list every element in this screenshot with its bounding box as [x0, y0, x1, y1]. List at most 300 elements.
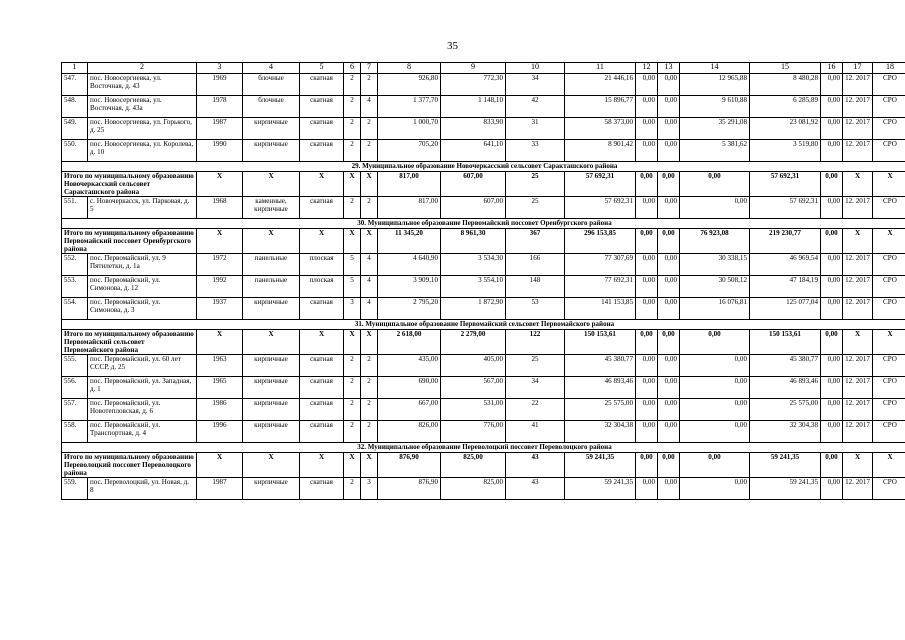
address-cell: пос. Первомайский, ул. Симонова, д. 12 — [88, 276, 197, 298]
cell-c11: 21 446,16 — [565, 74, 636, 96]
cell-walls: блочные — [243, 96, 300, 118]
cell-c6: X — [344, 453, 361, 478]
cell-c12: 0,00 — [636, 118, 658, 140]
cell-c8: 1 000,70 — [378, 118, 441, 140]
cell-walls: кирпичные — [243, 298, 300, 320]
cell-year: 1972 — [197, 254, 243, 276]
cell-c6: 2 — [344, 377, 361, 399]
column-number: 6 — [344, 63, 361, 74]
cell-walls: X — [243, 453, 300, 478]
cell-c13: 0,00 — [658, 377, 680, 399]
cell-c10: 41 — [506, 421, 565, 443]
table-row — [62, 276, 905, 298]
cell-c15: 32 304,38 — [750, 421, 821, 443]
cell-c14: 5 381,62 — [680, 140, 750, 162]
cell-c16: 0,00 — [821, 399, 843, 421]
cell-c8: 4 640,90 — [378, 254, 441, 276]
cell-c17: 12. 2017 — [843, 377, 873, 399]
cell-c11: 58 373,00 — [565, 118, 636, 140]
cell-c10: 22 — [506, 399, 565, 421]
cell-c15: 150 153,61 — [750, 330, 821, 355]
cell-c18: СРО — [873, 276, 905, 298]
cell-c10: 25 — [506, 197, 565, 219]
cell-c14: 0,00 — [680, 330, 750, 355]
cell-c16: 0,00 — [821, 118, 843, 140]
row-number: 547. — [62, 74, 88, 96]
total-row — [62, 229, 905, 254]
table-row — [62, 118, 905, 140]
cell-c15: 47 184,19 — [750, 276, 821, 298]
cell-year: 1968 — [197, 197, 243, 219]
cell-c10: 42 — [506, 96, 565, 118]
section-title: 29. Муниципальное образование Новочеркасский сельсовет Саракташского района — [62, 162, 905, 172]
cell-c11: 141 153,85 — [565, 298, 636, 320]
cell-c14: 12 965,88 — [680, 74, 750, 96]
cell-c16: 0,00 — [821, 229, 843, 254]
row-number: 556. — [62, 377, 88, 399]
cell-c18: СРО — [873, 399, 905, 421]
cell-c7: 3 — [361, 478, 378, 500]
cell-c13: 0,00 — [658, 197, 680, 219]
cell-c14: 30 338,15 — [680, 254, 750, 276]
cell-c10: 122 — [506, 330, 565, 355]
section-title: 30. Муниципальное образование Первомайский поссовет Оренбургского района — [62, 219, 905, 229]
column-number: 15 — [750, 63, 821, 74]
cell-c9: 405,00 — [441, 355, 506, 377]
cell-c7: X — [361, 229, 378, 254]
cell-c11: 59 241,35 — [565, 478, 636, 500]
cell-c15: 3 519,80 — [750, 140, 821, 162]
address-cell: пос. Первомайский, ул. 60 лет СССР, д. 25 — [88, 355, 197, 377]
cell-roof: скатная — [300, 421, 344, 443]
cell-c7: 4 — [361, 254, 378, 276]
cell-c16: 0,00 — [821, 276, 843, 298]
cell-c14: 9 610,88 — [680, 96, 750, 118]
cell-c9: 3 534,30 — [441, 254, 506, 276]
cell-c18: СРО — [873, 140, 905, 162]
column-number: 13 — [658, 63, 680, 74]
cell-c6: X — [344, 229, 361, 254]
address-cell: пос. Новосергиевка, ул. Горького, д. 25 — [88, 118, 197, 140]
cell-year: 1937 — [197, 298, 243, 320]
cell-c6: 2 — [344, 421, 361, 443]
cell-c6: 2 — [344, 118, 361, 140]
cell-c7: 2 — [361, 421, 378, 443]
cell-c7: 4 — [361, 298, 378, 320]
cell-c6: 2 — [344, 96, 361, 118]
cell-year: 1990 — [197, 140, 243, 162]
cell-c12: 0,00 — [636, 254, 658, 276]
cell-c15: 23 081,92 — [750, 118, 821, 140]
cell-c11: 59 241,35 — [565, 453, 636, 478]
column-number: 5 — [300, 63, 344, 74]
cell-c13: 0,00 — [658, 172, 680, 197]
address-cell: пос. Новосергиевка, ул. Восточная, д. 43 — [88, 74, 197, 96]
cell-c9: 2 279,00 — [441, 330, 506, 355]
cell-roof: скатная — [300, 478, 344, 500]
total-label: Итого по муниципальному образованию Первомайский поссовет Оренбургского района — [62, 229, 197, 254]
table-row — [62, 254, 905, 276]
cell-c15: 59 241,35 — [750, 478, 821, 500]
cell-c7: X — [361, 172, 378, 197]
cell-c15: 125 077,04 — [750, 298, 821, 320]
cell-c18: СРО — [873, 254, 905, 276]
cell-c17: X — [843, 330, 873, 355]
cell-walls: блочные — [243, 74, 300, 96]
cell-year: X — [197, 172, 243, 197]
cell-c11: 15 896,77 — [565, 96, 636, 118]
cell-walls: кирпичные — [243, 355, 300, 377]
total-label: Итого по муниципальному образованию Новочеркасский сельсовет Саракташского района — [62, 172, 197, 197]
cell-c17: 12. 2017 — [843, 298, 873, 320]
cell-walls: панельные — [243, 276, 300, 298]
cell-c8: 667,00 — [378, 399, 441, 421]
row-number: 549. — [62, 118, 88, 140]
total-label: Итого по муниципальному образованию Переволоцкий поссовет Переволоцкого района — [62, 453, 197, 478]
address-cell: пос. Первомайский, ул. Западная, д. 1 — [88, 377, 197, 399]
cell-c17: X — [843, 453, 873, 478]
column-number: 1 — [62, 63, 88, 74]
address-cell: пос. Первомайский, ул. Новотепловская, д. 6 — [88, 399, 197, 421]
cell-year: 1987 — [197, 118, 243, 140]
cell-c17: 12. 2017 — [843, 254, 873, 276]
table-row — [62, 96, 905, 118]
column-number: 3 — [197, 63, 243, 74]
row-number: 557. — [62, 399, 88, 421]
cell-c9: 825,00 — [441, 453, 506, 478]
cell-c8: 876,90 — [378, 453, 441, 478]
cell-c11: 150 153,61 — [565, 330, 636, 355]
column-number: 10 — [506, 63, 565, 74]
column-number: 18 — [873, 63, 905, 74]
cell-walls: панельные — [243, 254, 300, 276]
cell-c8: 2 795,20 — [378, 298, 441, 320]
cell-c16: 0,00 — [821, 355, 843, 377]
section-header-row — [62, 443, 905, 453]
cell-c11: 46 893,46 — [565, 377, 636, 399]
cell-c16: 0,00 — [821, 140, 843, 162]
cell-c7: 2 — [361, 355, 378, 377]
cell-c18: СРО — [873, 118, 905, 140]
cell-c9: 3 554,10 — [441, 276, 506, 298]
cell-c7: 2 — [361, 377, 378, 399]
cell-c15: 57 692,31 — [750, 197, 821, 219]
cell-c13: 0,00 — [658, 254, 680, 276]
cell-c14: 0,00 — [680, 172, 750, 197]
cell-c18: X — [873, 229, 905, 254]
cell-c16: 0,00 — [821, 330, 843, 355]
cell-c10: 33 — [506, 140, 565, 162]
cell-roof: скатная — [300, 298, 344, 320]
cell-c14: 0,00 — [680, 355, 750, 377]
cell-c9: 772,30 — [441, 74, 506, 96]
cell-c17: 12. 2017 — [843, 74, 873, 96]
cell-c10: 367 — [506, 229, 565, 254]
cell-year: 1969 — [197, 74, 243, 96]
cell-year: 1996 — [197, 421, 243, 443]
cell-c8: 876,90 — [378, 478, 441, 500]
cell-c11: 77 307,69 — [565, 254, 636, 276]
column-number: 16 — [821, 63, 843, 74]
cell-c10: 148 — [506, 276, 565, 298]
cell-roof: скатная — [300, 197, 344, 219]
cell-c16: 0,00 — [821, 172, 843, 197]
cell-c6: X — [344, 172, 361, 197]
cell-c9: 8 961,30 — [441, 229, 506, 254]
housing-registry-table — [61, 62, 905, 500]
cell-roof: X — [300, 172, 344, 197]
cell-c7: X — [361, 330, 378, 355]
address-cell: пос. Новосергиевка, ул. Восточная, д. 43а — [88, 96, 197, 118]
total-row — [62, 330, 905, 355]
cell-year: 1987 — [197, 478, 243, 500]
cell-c11: 25 575,00 — [565, 399, 636, 421]
column-number: 17 — [843, 63, 873, 74]
cell-year: X — [197, 453, 243, 478]
cell-c10: 43 — [506, 453, 565, 478]
cell-c15: 59 241,35 — [750, 453, 821, 478]
cell-walls: X — [243, 330, 300, 355]
cell-walls: каменные, кирпичные — [243, 197, 300, 219]
page-number: 35 — [447, 40, 458, 52]
row-number: 551. — [62, 197, 88, 219]
cell-c8: 926,80 — [378, 74, 441, 96]
cell-c14: 0,00 — [680, 399, 750, 421]
cell-c6: 3 — [344, 298, 361, 320]
address-cell: пос. Переволоцкий, ул. Новая, д. 8 — [88, 478, 197, 500]
cell-c18: X — [873, 172, 905, 197]
cell-c12: 0,00 — [636, 421, 658, 443]
cell-c9: 607,00 — [441, 172, 506, 197]
cell-c11: 32 304,38 — [565, 421, 636, 443]
cell-c17: 12. 2017 — [843, 140, 873, 162]
total-label: Итого по муниципальному образованию Первомайский сельсовет Первомайского района — [62, 330, 197, 355]
row-number: 554. — [62, 298, 88, 320]
address-cell: пос. Первомайский, ул. 9 Пятилетки, д. 1а — [88, 254, 197, 276]
cell-roof: скатная — [300, 96, 344, 118]
cell-c9: 1 872,90 — [441, 298, 506, 320]
row-number: 553. — [62, 276, 88, 298]
column-number: 7 — [361, 63, 378, 74]
cell-c12: 0,00 — [636, 453, 658, 478]
cell-c17: 12. 2017 — [843, 421, 873, 443]
cell-walls: X — [243, 172, 300, 197]
cell-c12: 0,00 — [636, 172, 658, 197]
cell-c8: 817,00 — [378, 172, 441, 197]
cell-c17: X — [843, 172, 873, 197]
cell-walls: X — [243, 229, 300, 254]
table-row — [62, 74, 905, 96]
cell-year: X — [197, 330, 243, 355]
cell-c9: 1 148,10 — [441, 96, 506, 118]
cell-c6: 2 — [344, 355, 361, 377]
cell-c12: 0,00 — [636, 96, 658, 118]
cell-c10: 34 — [506, 377, 565, 399]
cell-c17: 12. 2017 — [843, 197, 873, 219]
cell-year: X — [197, 229, 243, 254]
cell-c11: 57 692,31 — [565, 172, 636, 197]
table-row — [62, 478, 905, 500]
row-number: 548. — [62, 96, 88, 118]
cell-roof: скатная — [300, 355, 344, 377]
table-row — [62, 197, 905, 219]
address-cell: пос. Новосергиевка, ул. Королева, д. 10 — [88, 140, 197, 162]
table-body — [62, 63, 905, 500]
cell-c15: 57 692,31 — [750, 172, 821, 197]
total-row — [62, 453, 905, 478]
cell-c12: 0,00 — [636, 276, 658, 298]
cell-c12: 0,00 — [636, 478, 658, 500]
cell-c12: 0,00 — [636, 399, 658, 421]
cell-walls: кирпичные — [243, 478, 300, 500]
section-header-row — [62, 219, 905, 229]
cell-c13: 0,00 — [658, 74, 680, 96]
cell-c18: X — [873, 453, 905, 478]
column-number: 4 — [243, 63, 300, 74]
column-number: 12 — [636, 63, 658, 74]
cell-c18: СРО — [873, 377, 905, 399]
cell-c7: 2 — [361, 140, 378, 162]
cell-c13: 0,00 — [658, 330, 680, 355]
cell-c14: 30 508,12 — [680, 276, 750, 298]
cell-c16: 0,00 — [821, 74, 843, 96]
cell-c13: 0,00 — [658, 355, 680, 377]
cell-c14: 0,00 — [680, 421, 750, 443]
cell-c8: 1 377,70 — [378, 96, 441, 118]
cell-c6: 2 — [344, 197, 361, 219]
cell-c13: 0,00 — [658, 96, 680, 118]
cell-c11: 77 692,31 — [565, 276, 636, 298]
column-number: 2 — [88, 63, 197, 74]
cell-c10: 25 — [506, 355, 565, 377]
cell-walls: кирпичные — [243, 377, 300, 399]
column-number: 14 — [680, 63, 750, 74]
cell-roof: X — [300, 330, 344, 355]
cell-c17: 12. 2017 — [843, 276, 873, 298]
cell-roof: X — [300, 453, 344, 478]
table-row — [62, 399, 905, 421]
cell-c15: 219 230,77 — [750, 229, 821, 254]
cell-roof: скатная — [300, 399, 344, 421]
cell-c17: 12. 2017 — [843, 355, 873, 377]
section-header-row — [62, 162, 905, 172]
cell-c18: СРО — [873, 421, 905, 443]
cell-c16: 0,00 — [821, 197, 843, 219]
cell-roof: скатная — [300, 377, 344, 399]
cell-c9: 833,90 — [441, 118, 506, 140]
cell-c11: 296 153,85 — [565, 229, 636, 254]
cell-c16: 0,00 — [821, 421, 843, 443]
cell-c12: 0,00 — [636, 298, 658, 320]
cell-c10: 53 — [506, 298, 565, 320]
cell-c17: 12. 2017 — [843, 96, 873, 118]
cell-c10: 25 — [506, 172, 565, 197]
cell-c15: 46 893,46 — [750, 377, 821, 399]
cell-c9: 776,00 — [441, 421, 506, 443]
cell-c9: 607,00 — [441, 197, 506, 219]
cell-c12: 0,00 — [636, 74, 658, 96]
cell-c8: 817,00 — [378, 197, 441, 219]
cell-c13: 0,00 — [658, 276, 680, 298]
cell-c16: 0,00 — [821, 377, 843, 399]
cell-c12: 0,00 — [636, 197, 658, 219]
row-number: 550. — [62, 140, 88, 162]
cell-c10: 166 — [506, 254, 565, 276]
cell-c15: 25 575,00 — [750, 399, 821, 421]
cell-c18: СРО — [873, 96, 905, 118]
cell-c13: 0,00 — [658, 118, 680, 140]
cell-c8: 826,00 — [378, 421, 441, 443]
cell-c14: 76 923,08 — [680, 229, 750, 254]
cell-c15: 46 969,54 — [750, 254, 821, 276]
cell-c7: 2 — [361, 118, 378, 140]
row-number: 559. — [62, 478, 88, 500]
cell-roof: X — [300, 229, 344, 254]
cell-c18: X — [873, 330, 905, 355]
cell-c11: 57 692,31 — [565, 197, 636, 219]
cell-roof: скатная — [300, 118, 344, 140]
cell-c14: 35 291,08 — [680, 118, 750, 140]
cell-c15: 8 480,28 — [750, 74, 821, 96]
cell-c15: 45 380,77 — [750, 355, 821, 377]
cell-c6: 2 — [344, 478, 361, 500]
cell-c14: 0,00 — [680, 478, 750, 500]
cell-c8: 435,00 — [378, 355, 441, 377]
cell-c8: 705,20 — [378, 140, 441, 162]
cell-c7: X — [361, 453, 378, 478]
cell-c18: СРО — [873, 298, 905, 320]
cell-c13: 0,00 — [658, 399, 680, 421]
cell-c10: 43 — [506, 478, 565, 500]
cell-c12: 0,00 — [636, 377, 658, 399]
cell-roof: скатная — [300, 140, 344, 162]
cell-c9: 531,00 — [441, 399, 506, 421]
cell-c6: 5 — [344, 276, 361, 298]
cell-c10: 34 — [506, 74, 565, 96]
address-cell: пос. Первомайский, ул. Транспортная, д. 4 — [88, 421, 197, 443]
cell-c16: 0,00 — [821, 254, 843, 276]
cell-c13: 0,00 — [658, 421, 680, 443]
cell-c16: 0,00 — [821, 453, 843, 478]
table-row — [62, 377, 905, 399]
address-cell: пос. Первомайский, ул. Симонова, д. 3 — [88, 298, 197, 320]
cell-c8: 3 909,10 — [378, 276, 441, 298]
cell-c17: 12. 2017 — [843, 399, 873, 421]
table-row — [62, 298, 905, 320]
cell-c17: 12. 2017 — [843, 118, 873, 140]
cell-walls: кирпичные — [243, 140, 300, 162]
cell-year: 1965 — [197, 377, 243, 399]
table-row — [62, 140, 905, 162]
cell-c10: 31 — [506, 118, 565, 140]
cell-c9: 641,10 — [441, 140, 506, 162]
cell-c7: 2 — [361, 399, 378, 421]
cell-c12: 0,00 — [636, 355, 658, 377]
cell-c18: СРО — [873, 197, 905, 219]
cell-c6: 2 — [344, 399, 361, 421]
cell-c8: 690,00 — [378, 377, 441, 399]
row-number: 558. — [62, 421, 88, 443]
address-cell: с. Новочеркасск, ул. Парковая, д. 5 — [88, 197, 197, 219]
cell-c7: 2 — [361, 197, 378, 219]
cell-walls: кирпичные — [243, 118, 300, 140]
cell-roof: плоская — [300, 276, 344, 298]
row-number: 555. — [62, 355, 88, 377]
cell-year: 1978 — [197, 96, 243, 118]
cell-c18: СРО — [873, 74, 905, 96]
cell-c9: 567,00 — [441, 377, 506, 399]
cell-c18: СРО — [873, 355, 905, 377]
